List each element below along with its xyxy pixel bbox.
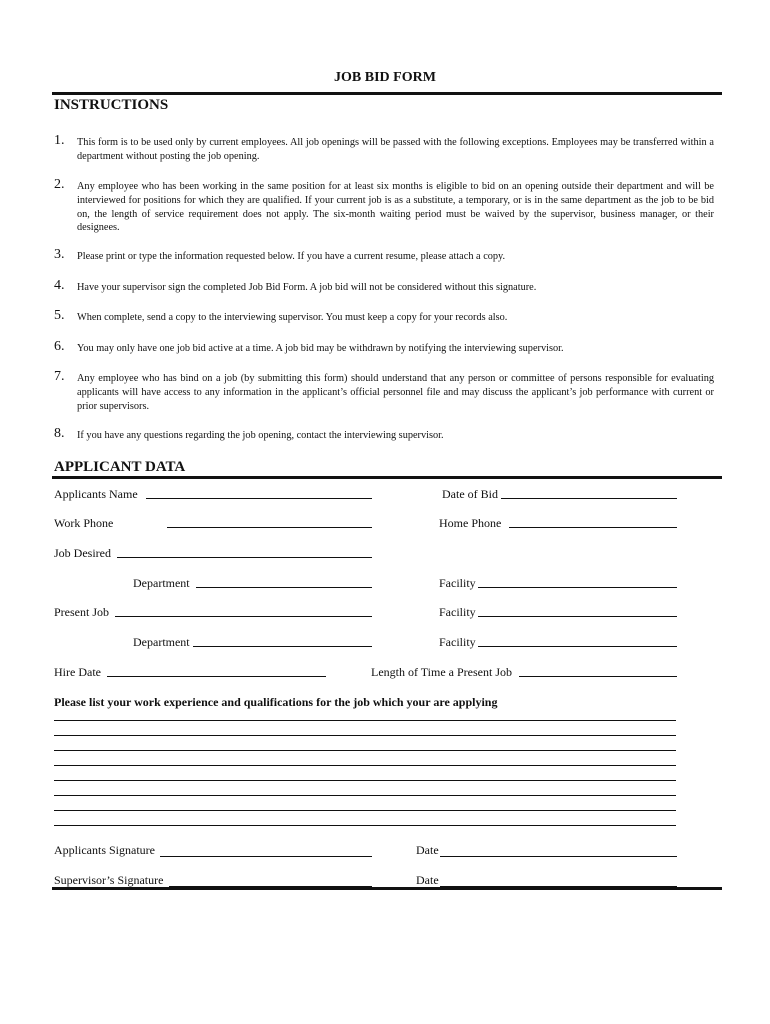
supervisors-signature-label: Supervisor’s Signature [54, 873, 164, 887]
instruction-item [54, 278, 714, 295]
instruction-item [54, 247, 714, 264]
applicant-data-heading: APPLICANT DATA [54, 459, 186, 475]
present-job-field[interactable] [115, 616, 372, 617]
instruction-number: 4. [54, 278, 65, 293]
present-job-label: Present Job [54, 605, 109, 619]
applicants-name-field[interactable] [146, 498, 372, 499]
instruction-text: When complete, send a copy to the interviewing supervisor. You must keep a copy for your records also. [77, 312, 508, 323]
department-field[interactable] [196, 587, 372, 588]
department-field[interactable] [193, 646, 372, 647]
experience-line[interactable] [54, 750, 676, 751]
instruction-number: 5. [54, 308, 65, 323]
date-field[interactable] [440, 856, 677, 857]
facility-field[interactable] [478, 587, 677, 588]
experience-line[interactable] [54, 780, 676, 781]
home-phone-label: Home Phone [439, 516, 502, 530]
facility-label: Facility [439, 605, 476, 619]
experience-line[interactable] [54, 825, 676, 826]
department-label: Department [133, 635, 190, 649]
footer-divider [52, 887, 722, 890]
experience-line[interactable] [54, 720, 676, 721]
applicants-name-label: Applicants Name [54, 487, 138, 501]
instruction-item [54, 426, 714, 443]
department-label: Department [133, 576, 190, 590]
home-phone-field[interactable] [509, 527, 677, 528]
instructions-heading: INSTRUCTIONS [54, 97, 169, 113]
instruction-number: 3. [54, 247, 65, 262]
instruction-number: 6. [54, 339, 65, 354]
date-of-bid-label: Date of Bid [442, 487, 498, 501]
experience-line[interactable] [54, 810, 676, 811]
instruction-text: If you have any questions regarding the job opening, contact the interviewing supervisor. [77, 430, 444, 441]
instruction-text: This form is to be used only by current employees. All job openings will be passed with the following exceptions. Employees may be transferred within a department without posting the job opening. [77, 137, 714, 162]
experience-prompt: Please list your work experience and qualifications for the job which your are applying [54, 695, 498, 709]
experience-line[interactable] [54, 735, 676, 736]
applicants-signature-label: Applicants Signature [54, 843, 155, 857]
applicants-signature-field[interactable] [160, 856, 372, 857]
job-desired-label: Job Desired [54, 546, 111, 560]
hire-date-label: Hire Date [54, 665, 101, 679]
date-label: Date [416, 843, 439, 857]
applicant-divider [52, 476, 722, 479]
instruction-text: You may only have one job bid active at a time. A job bid may be withdrawn by notifying the interviewing supervisor. [77, 343, 564, 354]
instruction-item [54, 308, 714, 325]
length-of-time-label: Length of Time a Present Job [371, 665, 512, 679]
date-label: Date [416, 873, 439, 887]
instruction-item [54, 339, 714, 356]
instruction-text: Any employee who has been working in the same position for at least six months is eligible to bid on an opening outside their department and will be interviewed for positions for which they are qualified. If your current job is as a substitute, a temporary, or is in the same department as the job to be bid on, the length of service requirement does not apply. The six-month waiting period must be waived by the supervisor, business manager, or their designees. [77, 181, 714, 234]
date-of-bid-field[interactable] [501, 498, 677, 499]
instruction-item [54, 177, 714, 235]
hire-date-field[interactable] [107, 676, 326, 677]
instruction-item [54, 369, 714, 413]
facility-field[interactable] [478, 646, 677, 647]
instruction-item [54, 133, 714, 164]
instruction-number: 8. [54, 426, 65, 441]
instruction-number: 1. [54, 133, 65, 148]
length-of-time-field[interactable] [519, 676, 677, 677]
facility-label: Facility [439, 576, 476, 590]
instruction-text: Please print or type the information requested below. If you have a current resume, please attach a copy. [77, 251, 506, 262]
instruction-number: 7. [54, 369, 65, 384]
instruction-number: 2. [54, 177, 65, 192]
instruction-text: Have your supervisor sign the completed Job Bid Form. A job bid will not be considered without this signature. [77, 282, 537, 293]
work-phone-label: Work Phone [54, 516, 114, 530]
work-phone-field[interactable] [167, 527, 372, 528]
form-title: JOB BID FORM [334, 70, 436, 85]
job-desired-field[interactable] [117, 557, 372, 558]
title-divider [52, 92, 722, 95]
facility-field[interactable] [478, 616, 677, 617]
experience-line[interactable] [54, 765, 676, 766]
experience-line[interactable] [54, 795, 676, 796]
instruction-text: Any employee who has bind on a job (by submitting this form) should understand that any person or committee of persons responsible for evaluating applicants will have access to any information in the applicant’s official personnel file and may discuss the applicant’s job performance with current or prior supervisors. [77, 373, 714, 412]
facility-label: Facility [439, 635, 476, 649]
